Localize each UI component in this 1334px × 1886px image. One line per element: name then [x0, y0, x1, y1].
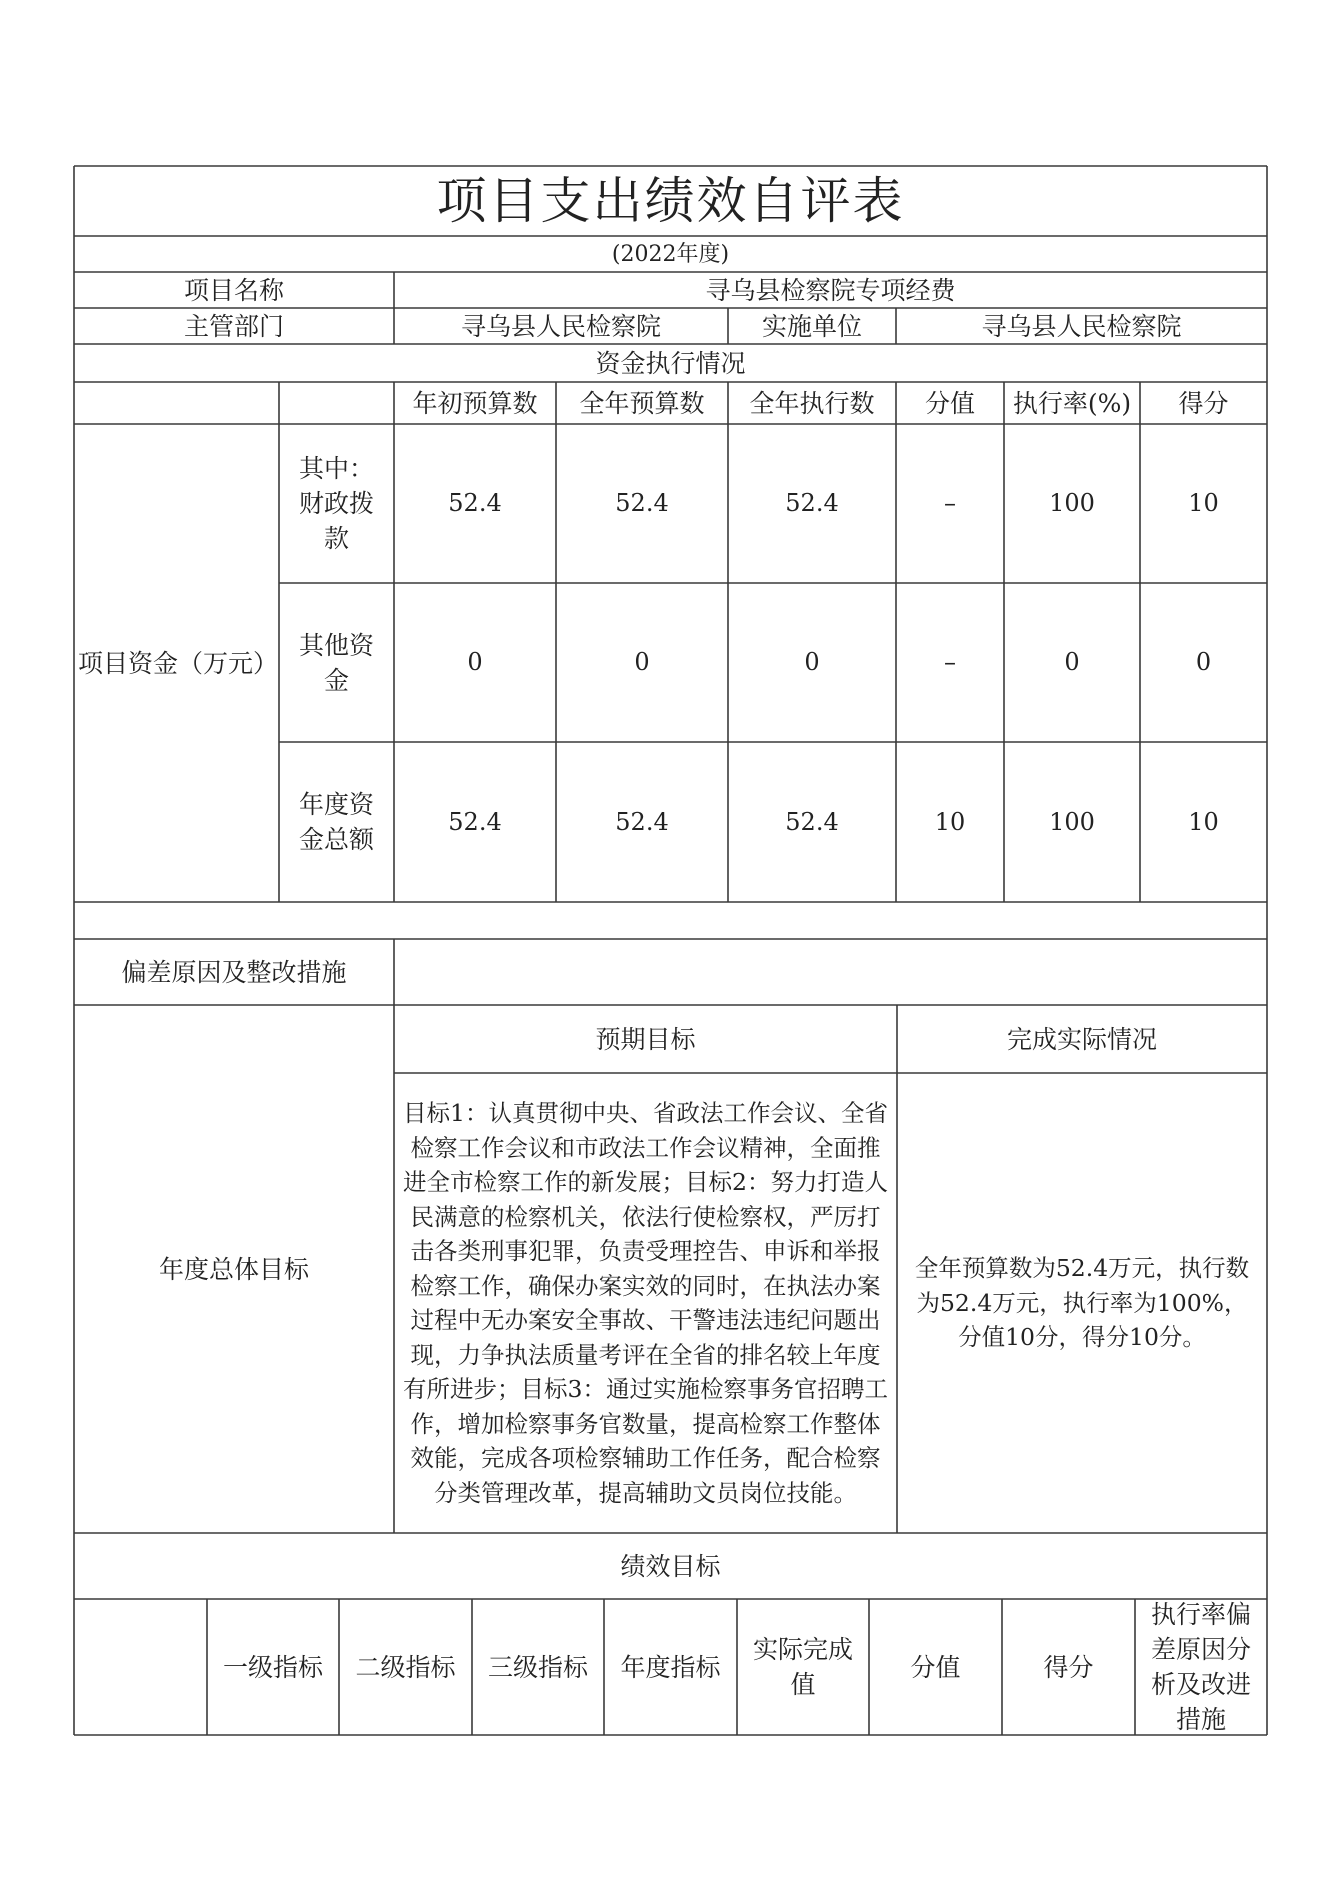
department-label: 主管部门: [183, 311, 284, 341]
fiscal-score: 10: [1188, 489, 1219, 517]
fiscal-annual-budget: 52.4: [615, 489, 669, 517]
total-execution-rate: 100: [1049, 807, 1095, 836]
annual-target-label: 年度总体目标: [158, 1254, 309, 1284]
row-label-other-funds: 其他资金: [298, 630, 374, 695]
project-name-value: 寻乌县检察院专项经费: [705, 275, 956, 305]
col-header-execution-rate: 执行率(%): [1012, 388, 1132, 418]
perf-col-level1-indicator: 一级指标: [222, 1652, 323, 1682]
expected-target-text: 目标1：认真贯彻中央、省政法工作会议、全省检察工作会议和市政法工作会议精神，全面推进全市检察工作的新发展；目标2：努力打造人民满意的检察机关，依法行使检察权，严厉打击各类刑事犯罪，负责受理控告、申诉和举报检察工作，确保办案实效的同时，在执法办案过程中无办案安全事故、干警违法违纪问题出现，力争执法质量考评在全省的排名较上年度有所进步；目标3：通过实施检察事务官招聘工作，增加检察事务官数量，提高检察工作整体效能，完成各项检察辅助工作任务，配合检察分类管理改革，提高辅助文员岗位技能。: [403, 1099, 888, 1507]
col-header-annual-budget: 全年预算数: [579, 388, 705, 418]
fiscal-score-value: –: [944, 489, 956, 517]
total-score: 10: [1188, 807, 1219, 836]
total-score-value: 10: [934, 807, 966, 836]
perf-col-deviation-analysis: 执行率偏差原因分析及改进措施: [1150, 1600, 1251, 1734]
total-annual-budget: 52.4: [615, 807, 669, 836]
implementing-unit-value: 寻乌县人民检察院: [981, 311, 1182, 341]
perf-col-score: 得分: [1043, 1652, 1094, 1682]
funds-section-title: 资金执行情况: [595, 348, 746, 378]
col-header-score-value: 分值: [924, 388, 975, 418]
perf-col-score-value: 分值: [910, 1652, 961, 1682]
performance-section-title: 绩效目标: [620, 1551, 721, 1581]
total-initial-budget: 52.4: [448, 807, 502, 836]
other-initial-budget: 0: [467, 648, 483, 676]
perf-col-annual-indicator: 年度指标: [620, 1652, 721, 1682]
col-header-initial-budget: 年初预算数: [412, 388, 538, 418]
row-label-annual-total: 年度资金总额: [298, 790, 374, 854]
deviation-label: 偏差原因及整改措施: [121, 957, 347, 987]
fiscal-annual-execution: 52.4: [785, 489, 839, 517]
other-annual-execution: 0: [804, 648, 820, 676]
other-score: 0: [1195, 648, 1212, 676]
actual-completion-header: 完成实际情况: [1006, 1024, 1157, 1054]
actual-completion-text: 全年预算数为52.4万元，执行数为52.4万元，执行率为100%，分值10分，得分10分。: [914, 1254, 1250, 1352]
year-caption: (2022年度): [611, 241, 730, 267]
col-header-annual-execution: 全年执行数: [749, 388, 875, 418]
department-value: 寻乌县人民检察院: [460, 311, 661, 341]
other-score-value: –: [944, 648, 956, 676]
perf-col-actual-value: 实际完成值: [752, 1635, 853, 1699]
project-name-label: 项目名称: [183, 275, 284, 305]
other-execution-rate: 0: [1064, 648, 1080, 676]
fiscal-execution-rate: 100: [1049, 489, 1095, 517]
form-title: 项目支出绩效自评表: [436, 171, 905, 230]
perf-col-level3-indicator: 三级指标: [487, 1652, 588, 1682]
row-label-fiscal-allocation: 其中：财政拨款: [298, 454, 374, 553]
perf-col-level2-indicator: 二级指标: [355, 1652, 456, 1682]
total-annual-execution: 52.4: [785, 807, 839, 836]
implementing-unit-label: 实施单位: [761, 311, 862, 341]
col-header-score: 得分: [1178, 388, 1229, 418]
expected-target-header: 预期目标: [595, 1024, 696, 1054]
project-funds-label: 项目资金（万元）: [78, 648, 279, 678]
fiscal-initial-budget: 52.4: [448, 489, 502, 517]
other-annual-budget: 0: [634, 648, 650, 676]
